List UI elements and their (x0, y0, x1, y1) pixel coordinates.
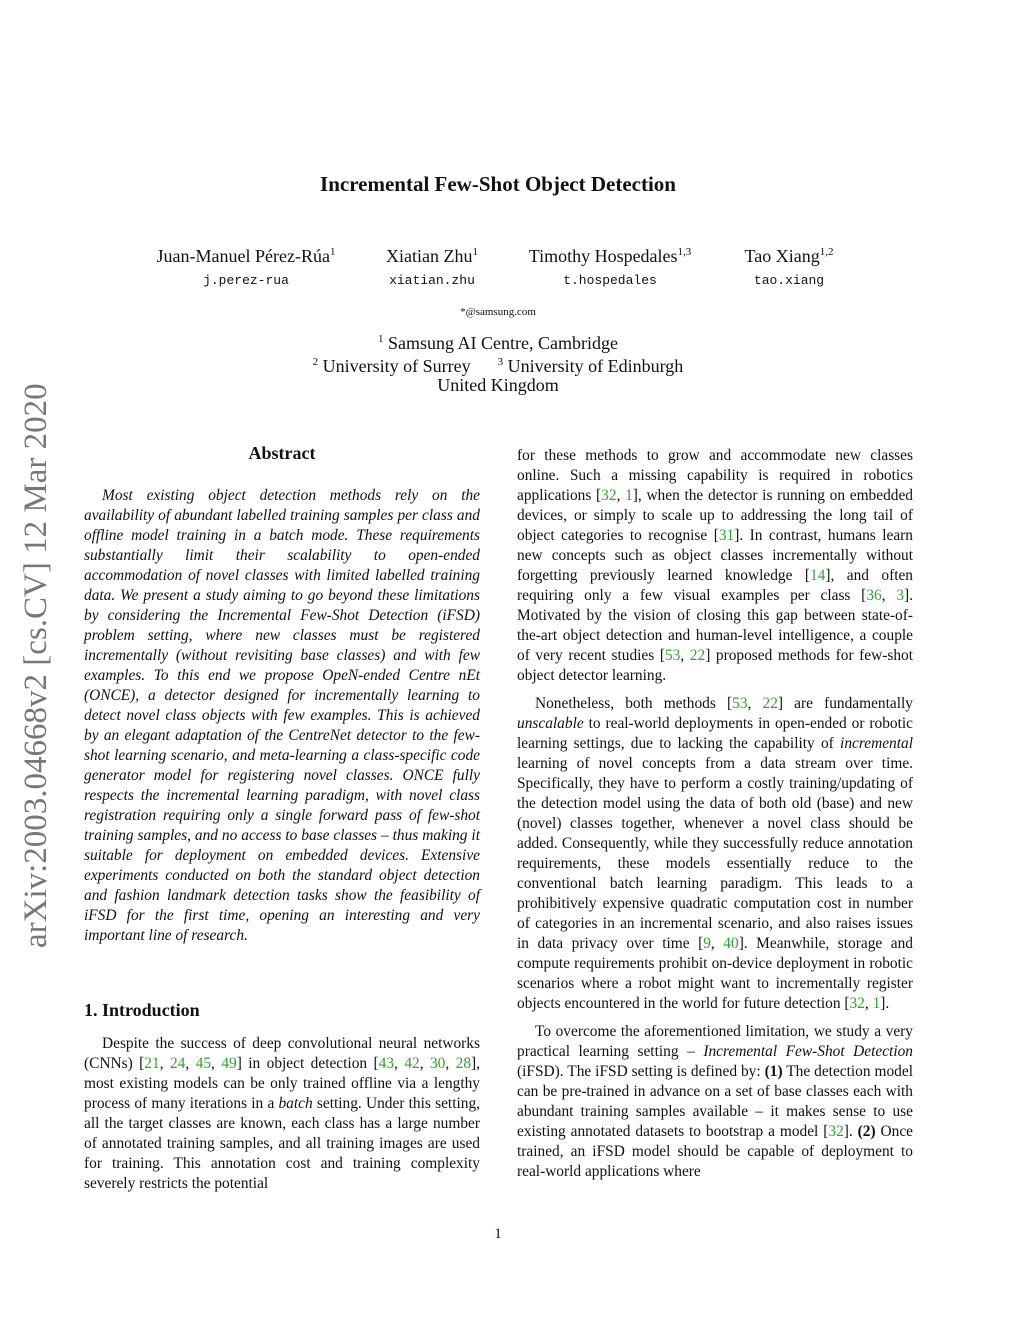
author-1 (146, 246, 346, 288)
author-2 (378, 246, 486, 288)
author-email: xiatian.zhu (389, 273, 475, 288)
citation-link[interactable]: 32 (601, 487, 617, 504)
citation-link[interactable]: 22 (762, 695, 778, 712)
citation-link[interactable]: 53 (732, 695, 748, 712)
author-name: Xiatian Zhu$^1$ (386, 246, 478, 266)
author-email: t.hospedales (563, 273, 657, 288)
email-domain: *@samsung.com (460, 306, 536, 318)
citation-link[interactable]: 45 (195, 1055, 212, 1072)
citation-link[interactable]: 32 (849, 995, 865, 1012)
citation-link[interactable]: 22 (689, 647, 706, 664)
author-name: Tao Xiang$^{1,2}$ (744, 246, 834, 266)
author-name: Juan-Manuel Pérez-Rúa$^1$ (156, 246, 336, 266)
paragraph: To overcome the aforementioned limitation, we study a very practical learning setting – Incremental Few-Shot Detection (iFSD). The iFSD setting is defined by: (1) The detection model can be pre-trained in advance on a set of base classes each with abundant training samples available – it makes sense to use existing annotated datasets to bootstrap a model [32]. (2) Once trained, an iFSD model should be capable of deployment to real-world applications where (517, 1023, 913, 1180)
paragraph: for these methods to grow and accommodate new classes online. Such a missing capability is required in robotics applications [32, 1], when the detector is running on embedded devices, or simply to scale up to addressing the long tail of object categories to recognise [31]. In contrast, humans learn new concepts such as object classes incrementally without forgetting previously learned knowledge [14], and often requiring only a few visual examples per class [36, 3]. Motivated by the vision of closing this gap between state-of-the-art object detection and human-level intelligence, a couple of very recent studies [53, 22] proposed methods for few-shot object detector learning. (517, 447, 914, 684)
introduction-left-column (84, 1034, 480, 1194)
citation-link[interactable]: 36 (866, 587, 882, 604)
abstract-heading: Abstract (248, 443, 316, 463)
abstract-body (84, 486, 480, 946)
citation-link[interactable]: 49 (221, 1055, 237, 1072)
citation-link[interactable]: 1 (872, 995, 881, 1012)
citation-link[interactable]: 42 (404, 1055, 420, 1072)
paper-title: Incremental Few-Shot Object Detection (320, 172, 676, 196)
citation-link[interactable]: 40 (723, 935, 739, 952)
citation-link[interactable]: 3 (896, 587, 905, 604)
citation-link[interactable]: 14 (809, 567, 826, 584)
citation-link[interactable]: 1 (625, 487, 633, 504)
citation-link[interactable]: 21 (144, 1055, 160, 1072)
right-column (517, 446, 913, 1182)
affiliation-line-3: United Kingdom (437, 375, 559, 395)
paragraph: Nonetheless, both methods [53, 22] are fundamentally unscalable to real-world deployments in open-ended or robotic learning settings, due to lacking the capability of incremental learning of novel concepts from a data stream over time. Specifically, they have to perform a costly training/updating of the detection model using the data of both old (base) and new (novel) classes together, whenever a novel class should be added. Consequently, while they successfully reduce annotation requirements, these models essentially reduce to the conventional batch learning paradigm. This leads to a prohibitively expensive quadratic computation cost in number of categories in an incremental scenario, and also raises issues in data privacy over time [9, 40]. Meanwhile, storage and compute requirements prohibit on-device deployment in robotic scenarios where a robot might want to incrementally register objects encountered in the world for future detection [32, 1]. (517, 695, 913, 1012)
citation-link[interactable]: 9 (703, 935, 711, 952)
author-name: Timothy Hospedales$^{1,3}$ (528, 246, 692, 266)
citation-link[interactable]: 43 (378, 1055, 395, 1072)
author-3 (516, 246, 704, 288)
citation-link[interactable]: 32 (828, 1123, 844, 1140)
author-email: tao.xiang (753, 273, 825, 288)
citation-link[interactable]: 28 (455, 1055, 472, 1072)
citation-link[interactable]: 53 (664, 647, 681, 664)
page-number: 1 (494, 1226, 502, 1242)
citation-link[interactable]: 30 (429, 1055, 446, 1072)
affiliation-line-2: $^2$ University of Surrey $^3$ University of Edinburgh (312, 356, 684, 376)
abstract-text: Most existing object detection methods rely on the availability of abundant labelled training samples per class and offline model training in a batch mode. These requirements substantially limit their scalability to open-ended accommodation of novel classes with limited labelled training data. We present a study aiming to go beyond these limitations by considering the Incremental Few-Shot Detection (iFSD) problem setting, where new classes must be registered incrementally (without revisiting base classes) and with few examples. To this end we propose OpeN-ended Centre nEt (ONCE), a detector designed for incrementally learning to detect novel class objects with few examples. This is achieved by an elegant adaptation of the CentreNet detector to the few-shot learning scenario, and meta-learning a class-specific code generator model for registering novel classes. ONCE fully respects the incremental learning paradigm, with novel class registration requiring only a single forward pass of few-shot training samples, and no access to base classes – thus making it suitable for deployment on embedded devices. Extensive experiments conducted on both the standard object detection and fashion landmark detection tasks show the feasibility of iFSD for the first time, opening an interesting and very important line of research. (84, 487, 480, 944)
author-4 (736, 246, 842, 288)
section-heading-introduction: 1. Introduction (84, 1000, 200, 1020)
author-email: j.perez-rua (203, 273, 289, 288)
citation-link[interactable]: 24 (169, 1055, 186, 1072)
citation-link[interactable]: 31 (718, 527, 735, 544)
paragraph: Despite the success of deep convolutional neural networks (CNNs) [21, 24, 45, 49] in object detection [43, 42, 30, 28], most existing models can be only trained offline via a lengthy process of many iterations in a batch setting. Under this setting, all the target classes are known, each class has a large number of annotated training samples, and all training images are used for training. This annotation cost and training complexity severely restricts the potential (84, 1035, 481, 1192)
arxiv-identifier: arXiv:2003.04668v2 [cs.CV] 12 Mar 2020 (18, 383, 54, 948)
affiliation-line-1: $^1$ Samsung AI Centre, Cambridge (378, 333, 618, 353)
